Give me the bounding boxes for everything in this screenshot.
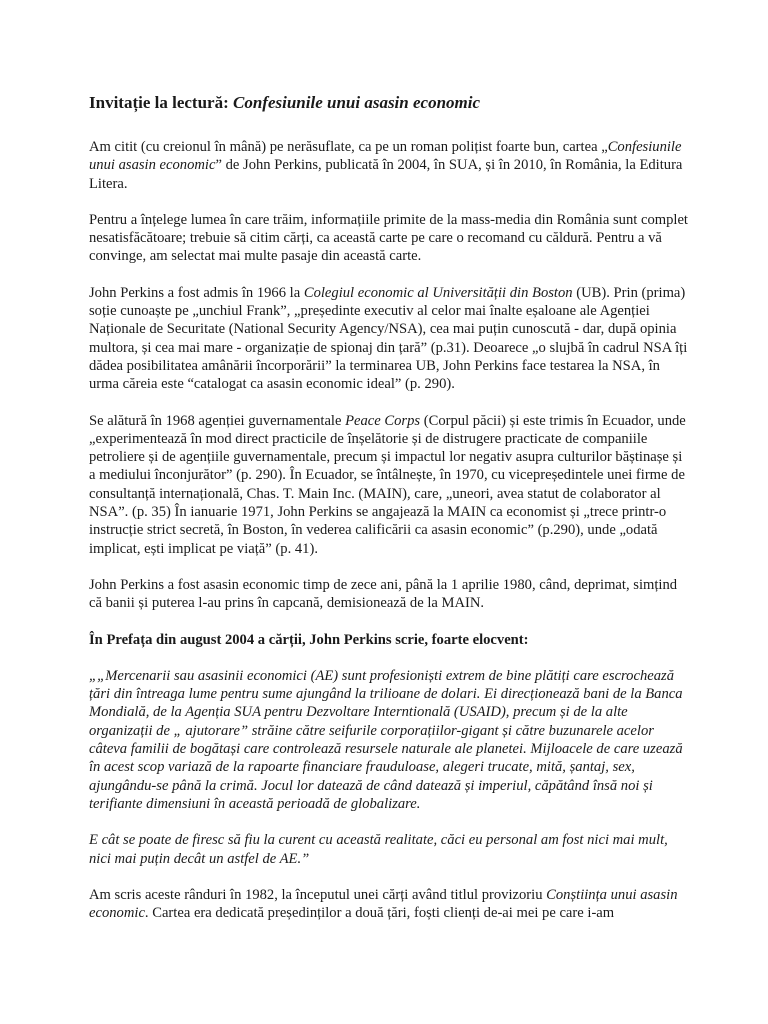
page-title [89, 92, 689, 114]
document-page [89, 92, 689, 940]
paragraph-biography-text-c: (UB). Prin (prima) soție cunoaște pe „unchiul Frank”, „președinte executiv al celor mai înalte eșaloane ale Agenției Naționale de Securitate (National Security Agency/NSA), cea mai puțin cunoscută - dar, după opinia multora, și cea mai mare - organizație de spionaj din țară” (p.31). Deoarece „o slujbă în cadrul NSA îți dădea posibilitatea amânării încorporării” la terminarea UB, John Perkins face testarea la NSA, în urma căreia este “catalogat ca asasin economic ideal” (p. 290). [89, 284, 688, 393]
paragraph-peace-corps-text-a: Se alătură în 1968 agenției guvernamentale [89, 412, 346, 429]
paragraph-book-origin [89, 886, 689, 923]
paragraph-intro-text-a: Am citit (cu creionul în mână) pe nerăsuflate, ca pe un roman polițist foarte bun, cartea „ [89, 139, 608, 155]
paragraph-book-origin-working-title: Conștiința unui asasin economic [89, 886, 678, 922]
title-book-name: Confesiunile unui asasin economic [233, 93, 481, 112]
title-prefix: Invitație la lectură: [89, 93, 233, 112]
paragraph-book-origin-text-c: . Cartea era dedicată președinților a două țări, foști clienți de-ai mei pe care i-am [144, 905, 615, 922]
paragraph-intro-text-c: ” de John Perkins, publicată în 2004, în SUA, și în 2010, în România, la Editura Litera. [89, 157, 683, 192]
paragraph-preface-heading: În Prefața din august 2004 a cărții, John Perkins scrie, foarte elocvent: [89, 631, 529, 648]
paragraph-intro-book-title: Confesiunile unui asasin economic [89, 139, 682, 174]
paragraph-peace-corps-name: Peace Corps [345, 412, 421, 429]
paragraph-biography-text-a: John Perkins a fost admis în 1966 la [89, 284, 304, 301]
quote-mercenaries: „„Mercenarii sau asasinii economici (AE) sunt profesioniști extrem de bine plătiți care escrochează țări din întreaga lume pentru sume ajungând la trilioane de dolari. Ei direcționează bani de la Banca Mondială, de la Agenția SUA pentru Dezvoltare Interntională (USAID), precum și de la alte organizații de „ ajutorare” străine către seifurile corporațiilor-gigant și către buzunarele acelor câteva familii de bogătași care controlează resursele naturale ale planetei. Mijloacele de care uzează în acest scop variază de la rapoarte financiare frauduloase, alegeri trucate, mită, șantaj, sex, ajungându-se până la crimă. Jocul lor datează de când datează și imperiul, căpătând însă noi și terifiante dimensiuni în această perioadă de globalizare. [89, 667, 683, 812]
paragraph-peace-corps [89, 412, 689, 558]
quote-personal: E cât se poate de firesc să fiu la curent cu această realitate, căci eu personal am fost nici mai mult, nici mai puțin decât un astfel de AE.” [89, 832, 668, 867]
paragraph-intro [89, 138, 689, 193]
paragraph-biography-college: Colegiul economic al Universității din Boston [303, 284, 573, 301]
paragraph-biography [89, 284, 689, 394]
paragraph-motivation: Pentru a înțelege lumea în care trăim, informațiile primite de la mass-media din România sunt complet nesatisfăcătoare; trebuie să citim cărți, ca această carte pe care o recomand cu căldură. Pentru a vă convinge, am selectat mai multe pasaje din această carte. [89, 211, 688, 265]
paragraph-peace-corps-text-c: (Corpul păcii) și este trimis în Ecuador, unde „experimentează în mod direct practicile de înșelătorie și de distrugere practicate de companiile petroliere și de agențiile guvernamentale, precum și impactul lor negativ asupra culturilor băștinașe și a mediului înconjurător” (p. 290). În Ecuador, se întâlnește, în 1970, cu vicepreședintele unei firme de consultanță internațională, Chas. T. Main Inc. (MAIN), care, „uneori, avea statut de colaborator al NSA”. (p. 35) În ianuarie 1971, John Perkins se angajează la MAIN ca economist și „trece printr-o instrucție strict secretă, în Boston, în vederea calificării ca asasin economic” (p.290), unde „odată implicat, ești implicat pe viață” (p. 41). [89, 412, 686, 557]
paragraph-book-origin-text-a: Am scris aceste rânduri în 1982, la începutul unei cărți având titlul provizoriu [89, 886, 547, 903]
paragraph-resignation: John Perkins a fost asasin economic timp de zece ani, până la 1 aprilie 1980, când, deprimat, simțind că banii și puterea l-au prins în capcană, demisionează de la MAIN. [89, 576, 678, 612]
